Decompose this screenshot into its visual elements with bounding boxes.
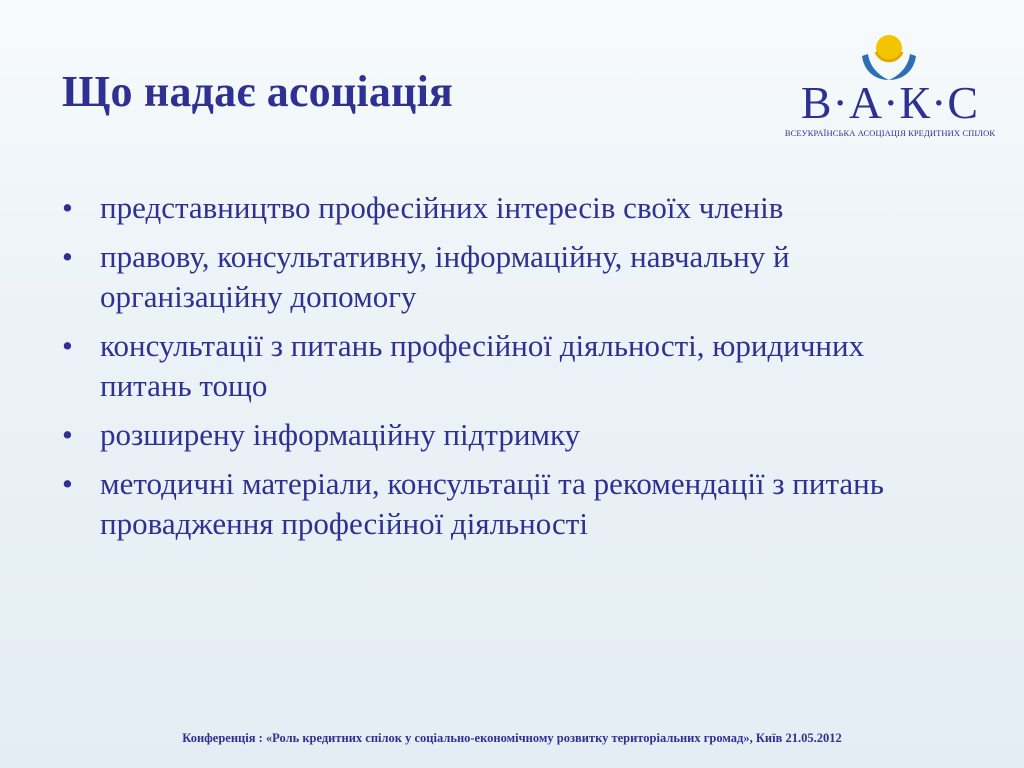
bullet-marker: • (62, 190, 73, 225)
bullet-text: консультації з питань професійної діяльності, юридичних питань тощо (100, 328, 865, 403)
list-item (62, 326, 942, 406)
list-item (62, 237, 942, 317)
slide-title: Що надає асоціація (62, 67, 454, 116)
bullet-marker: • (62, 328, 73, 363)
list-item (62, 188, 942, 228)
bullet-marker: • (62, 417, 73, 452)
bullet-marker: • (62, 239, 73, 274)
bullet-text: правову, консультативну, інформаційну, навчальну й організаційну допомогу (100, 239, 790, 314)
bullet-text: представництво професійних інтересів своїх членів (100, 190, 784, 225)
bullet-marker: • (62, 466, 73, 501)
bullet-text: розширену інформаційну підтримку (100, 417, 581, 452)
vaks-logo (780, 24, 1000, 144)
footer-caption: Конференція : «Роль кредитних спілок у соціально-економічному розвитку територіальних громад», Київ 21.05.2012 (182, 731, 842, 745)
list-item (62, 464, 942, 544)
logo-name: В·А·К·С (800, 77, 980, 128)
bullet-text: методичні матеріали, консультації та рекомендації з питань провадження професійної діяльності (100, 466, 884, 541)
hands-sun-emblem-icon (858, 26, 920, 84)
list-item (62, 415, 942, 455)
bullet-list (62, 188, 942, 553)
logo-tagline: ВСЕУКРАЇНСЬКА АСОЦІАЦІЯ КРЕДИТНИХ СПІЛОК (784, 128, 996, 138)
